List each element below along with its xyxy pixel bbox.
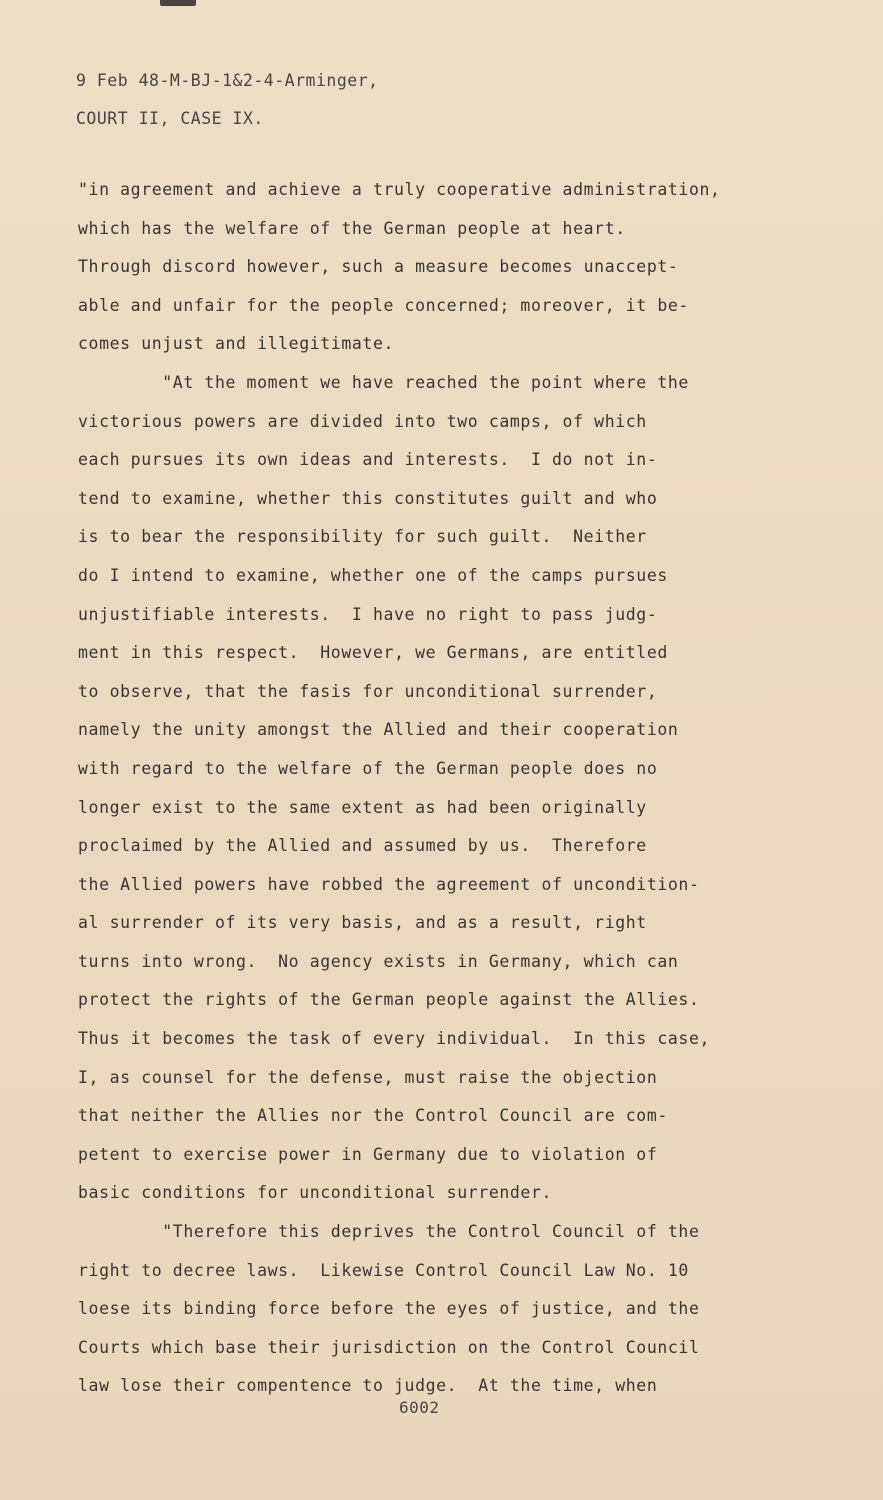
text-line: which has the welfare of the German people at heart. [78,218,626,238]
text-line: longer exist to the same extent as had been originally [78,797,647,817]
text-line: the Allied powers have robbed the agreement of uncondition- [78,874,700,894]
text-line: do I intend to examine, whether one of the camps pursues [78,565,668,585]
text-line: "Therefore this deprives the Control Council of the [78,1222,700,1242]
text-line: petent to exercise power in Germany due to violation of [78,1144,658,1164]
text-line: namely the unity amongst the Allied and their cooperation [78,720,679,740]
text-line: turns into wrong. No agency exists in Germany, which can [78,951,679,971]
top-edge-mark [160,0,196,6]
text-line: with regard to the welfare of the German people does no [78,758,658,778]
text-line: able and unfair for the people concerned; moreover, it be- [78,295,689,315]
header-line-1: 9 Feb 48-M-BJ-1&2-4-Arminger, [76,71,379,90]
text-line: law lose their compentence to judge. At the time, when [78,1376,658,1396]
text-line: "in agreement and achieve a truly cooperative administration, [78,180,721,199]
text-line: "At the moment we have reached the point where the [78,372,689,392]
text-line: I, as counsel for the defense, must raise the objection [78,1067,658,1087]
text-line: ment in this respect. However, we Germans, are entitled [78,643,668,663]
text-line: each pursues its own ideas and interests. I do not in- [78,450,658,470]
header-line-2: COURT II, CASE IX. [76,109,264,128]
text-line: Courts which base their jurisdiction on the Control Council [78,1337,700,1357]
text-line: to observe, that the fasis for unconditional surrender, [78,681,658,701]
document-header [76,62,379,138]
text-line: basic conditions for unconditional surrender. [78,1183,553,1203]
text-line: Through discord however, such a measure becomes unaccept- [78,257,679,277]
text-line: right to decree laws. Likewise Control Council Law No. 10 [78,1260,689,1280]
text-line: victorious powers are divided into two camps, of which [78,411,647,431]
text-line: is to bear the responsibility for such guilt. Neither [78,527,647,547]
text-line: proclaimed by the Allied and assumed by us. Therefore [78,836,647,856]
text-line: unjustifiable interests. I have no right to pass judg- [78,604,658,624]
text-line: al surrender of its very basis, and as a result, right [78,913,647,933]
text-line: that neither the Allies nor the Control Council are com- [78,1106,668,1126]
body-text [78,171,798,1406]
text-line: loese its binding force before the eyes of justice, and the [78,1299,700,1319]
page-number: 6002 [399,1398,440,1417]
text-line: comes unjust and illegitimate. [78,334,395,354]
text-line: tend to examine, whether this constitutes guilt and who [78,488,658,508]
text-line: protect the rights of the German people against the Allies. [78,990,700,1010]
text-line: Thus it becomes the task of every individual. In this case, [78,1029,711,1049]
